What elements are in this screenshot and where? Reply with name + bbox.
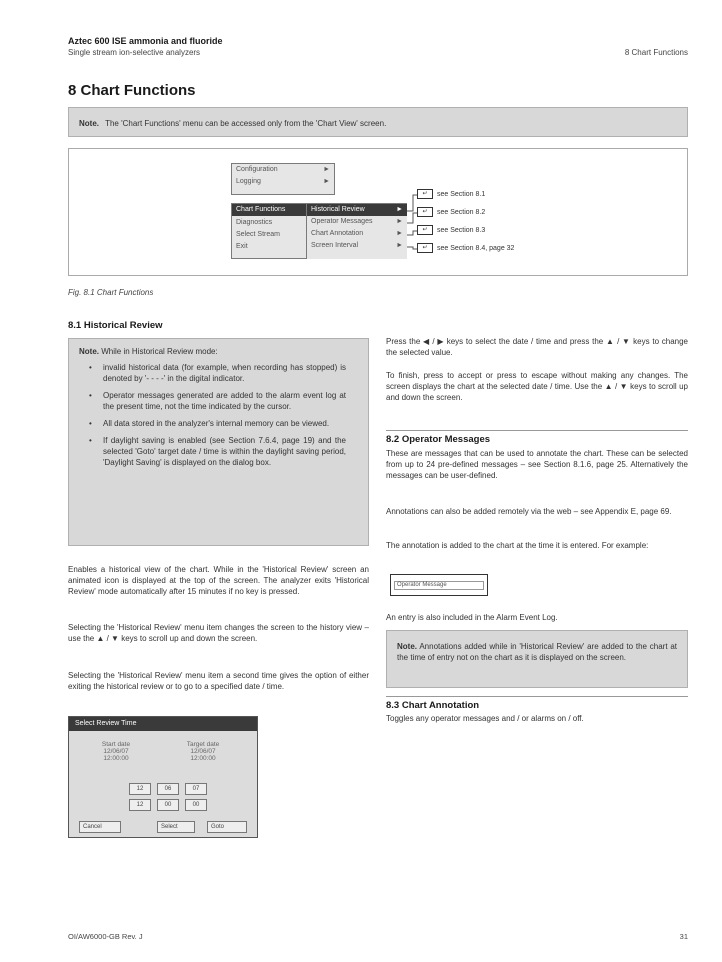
enter-key-icon: ↵ [417, 189, 433, 199]
start-date-column: Start date 12/06/07 12:00:00 [101, 741, 131, 762]
section-81-para-2: Selecting the 'Historical Review' menu item changes the screen to the history view – use the ▲ / ▼ keys to scroll up and down the screen. [68, 623, 369, 643]
ref-section-84: ↵ see Section 8.4, page 32 [417, 243, 514, 253]
section-82-para-4: An entry is also included in the Alarm Event Log. [386, 613, 558, 622]
menu-item-select-stream: Select Stream [236, 231, 280, 238]
annotation-example [390, 574, 488, 596]
note-text: The 'Chart Functions' menu can be accessed only from the 'Chart View' screen. [105, 119, 387, 128]
document-subtitle: Single stream ion-selective analyzers [68, 48, 201, 57]
minute-field: 00 [157, 799, 179, 811]
submenu-item-operator-messages: Operator Messages ► [311, 218, 403, 225]
section-82-para-3: The annotation is added to the chart at the time it is entered. For example: [386, 541, 649, 550]
footer-doc-id: OI/AW6000-GB Rev. J [68, 932, 143, 941]
menu-item-logging: Logging ► [236, 178, 330, 185]
menu-top-level [231, 163, 335, 195]
second-field: 00 [185, 799, 207, 811]
cancel-control: Cancel [79, 821, 121, 833]
section-81-para-3: Selecting the 'Historical Review' menu item a second time gives the option of either exiting the historical review or to go to a specified date / time. [68, 671, 369, 691]
goto-control: Goto [207, 821, 247, 833]
note-intro: While in Historical Review mode: [101, 347, 218, 356]
select-control: Select [157, 821, 195, 833]
submenu-item-chart-annotation: Chart Annotation ► [311, 230, 403, 237]
right-para-finish: To finish, press to accept or press to escape without making any changes. The screen displays the chart at the selected date / time. Use the ▲ / ▼ keys to scroll up and down the screen. [386, 371, 688, 402]
submenu [306, 204, 407, 259]
submenu-item-screen-interval: Screen Interval ► [311, 242, 403, 249]
enter-key-icon: ↵ [417, 243, 433, 253]
section-81-para-1: Enables a historical view of the chart. While in the 'Historical Review' screen an animated icon is displayed at the top of the screen. The analyzer exits 'Historical Review' mode automatically after 15 minutes if no key is pressed. [68, 565, 369, 596]
document-title: Aztec 600 ISE ammonia and fluoride [68, 36, 223, 46]
figure-chart-functions [68, 148, 688, 276]
menu-chart-functions [231, 203, 407, 259]
annotation-example-text: Operator Message [394, 581, 484, 590]
note-label: Note. [397, 642, 417, 651]
section-81-heading: 8.1 Historical Review [68, 320, 163, 331]
enter-key-icon: ↵ [417, 225, 433, 235]
note-bullets [79, 362, 358, 468]
menu-item-exit: Exit [236, 243, 248, 250]
figure-caption: Fig. 8.1 Chart Functions [68, 288, 154, 297]
year-field: 07 [185, 783, 207, 795]
note-text: Annotations added while in 'Historical Review' are added to the chart at the time of entry not on the chart as it is displayed on the screen. [397, 642, 677, 662]
dialog-title: Select Review Time [69, 717, 257, 731]
list-item: • If daylight saving is enabled (see Section 7.6.4, page 19) and the selected 'Goto' target date / time is within the daylight saving period, 'Daylight Saving' is displayed on the dialog box. [79, 435, 358, 468]
right-para-press: Press the ◀ / ▶ keys to select the date / time and press the ▲ / ▼ keys to change the selected value. [386, 337, 688, 357]
section-divider [386, 430, 688, 431]
page-number: 31 [679, 932, 688, 941]
target-date-column: Target date 12/06/07 12:00:00 [186, 741, 220, 762]
top-note [68, 107, 688, 137]
menu-item-configuration: Configuration ► [236, 166, 330, 173]
list-item: • All data stored in the analyzer's internal memory can be viewed. [79, 418, 358, 429]
submenu-item-historical-review: Historical Review ► [307, 204, 407, 216]
ref-section-81: ↵ see Section 8.1 [417, 189, 485, 199]
menu-item-chart-functions: Chart Functions [232, 204, 306, 216]
section-82-para-1: These are messages that can be used to annotate the chart. These can be selected from up to 24 pre-defined messages – see Section 8.1.6, page 25. Alternatively the messages can be user-defined. [386, 449, 688, 480]
note-label: Note. [79, 347, 99, 356]
chapter-title: 8 Chart Functions [68, 82, 196, 99]
menu-item-diagnostics: Diagnostics [236, 219, 273, 226]
month-field: 06 [157, 783, 179, 795]
list-item: • invalid historical data (for example, when recording has stopped) is denoted by '- - - -' in the digital indicator. [79, 362, 358, 384]
enter-key-icon: ↵ [417, 207, 433, 217]
ref-section-82: ↵ see Section 8.2 [417, 207, 485, 217]
list-item: • Operator messages generated are added to the alarm event log at the present time, not the time indicated by the cursor. [79, 390, 358, 412]
section-83-heading: 8.3 Chart Annotation [386, 700, 480, 711]
section-82-para-2: Annotations can also be added remotely via the web – see Appendix E, page 69. [386, 507, 672, 516]
section-83-para: Toggles any operator messages and / or alarms on / off. [386, 714, 584, 723]
section-divider [386, 696, 688, 697]
note-label: Note. [79, 119, 99, 128]
connector-lines [405, 193, 419, 253]
historical-review-note [68, 338, 369, 546]
section-82-heading: 8.2 Operator Messages [386, 434, 491, 445]
select-review-time-dialog [68, 716, 258, 838]
day-field: 12 [129, 783, 151, 795]
hour-field: 12 [129, 799, 151, 811]
annotation-note [386, 630, 688, 688]
header-section-ref: 8 Chart Functions [624, 48, 688, 57]
ref-section-83: ↵ see Section 8.3 [417, 225, 485, 235]
